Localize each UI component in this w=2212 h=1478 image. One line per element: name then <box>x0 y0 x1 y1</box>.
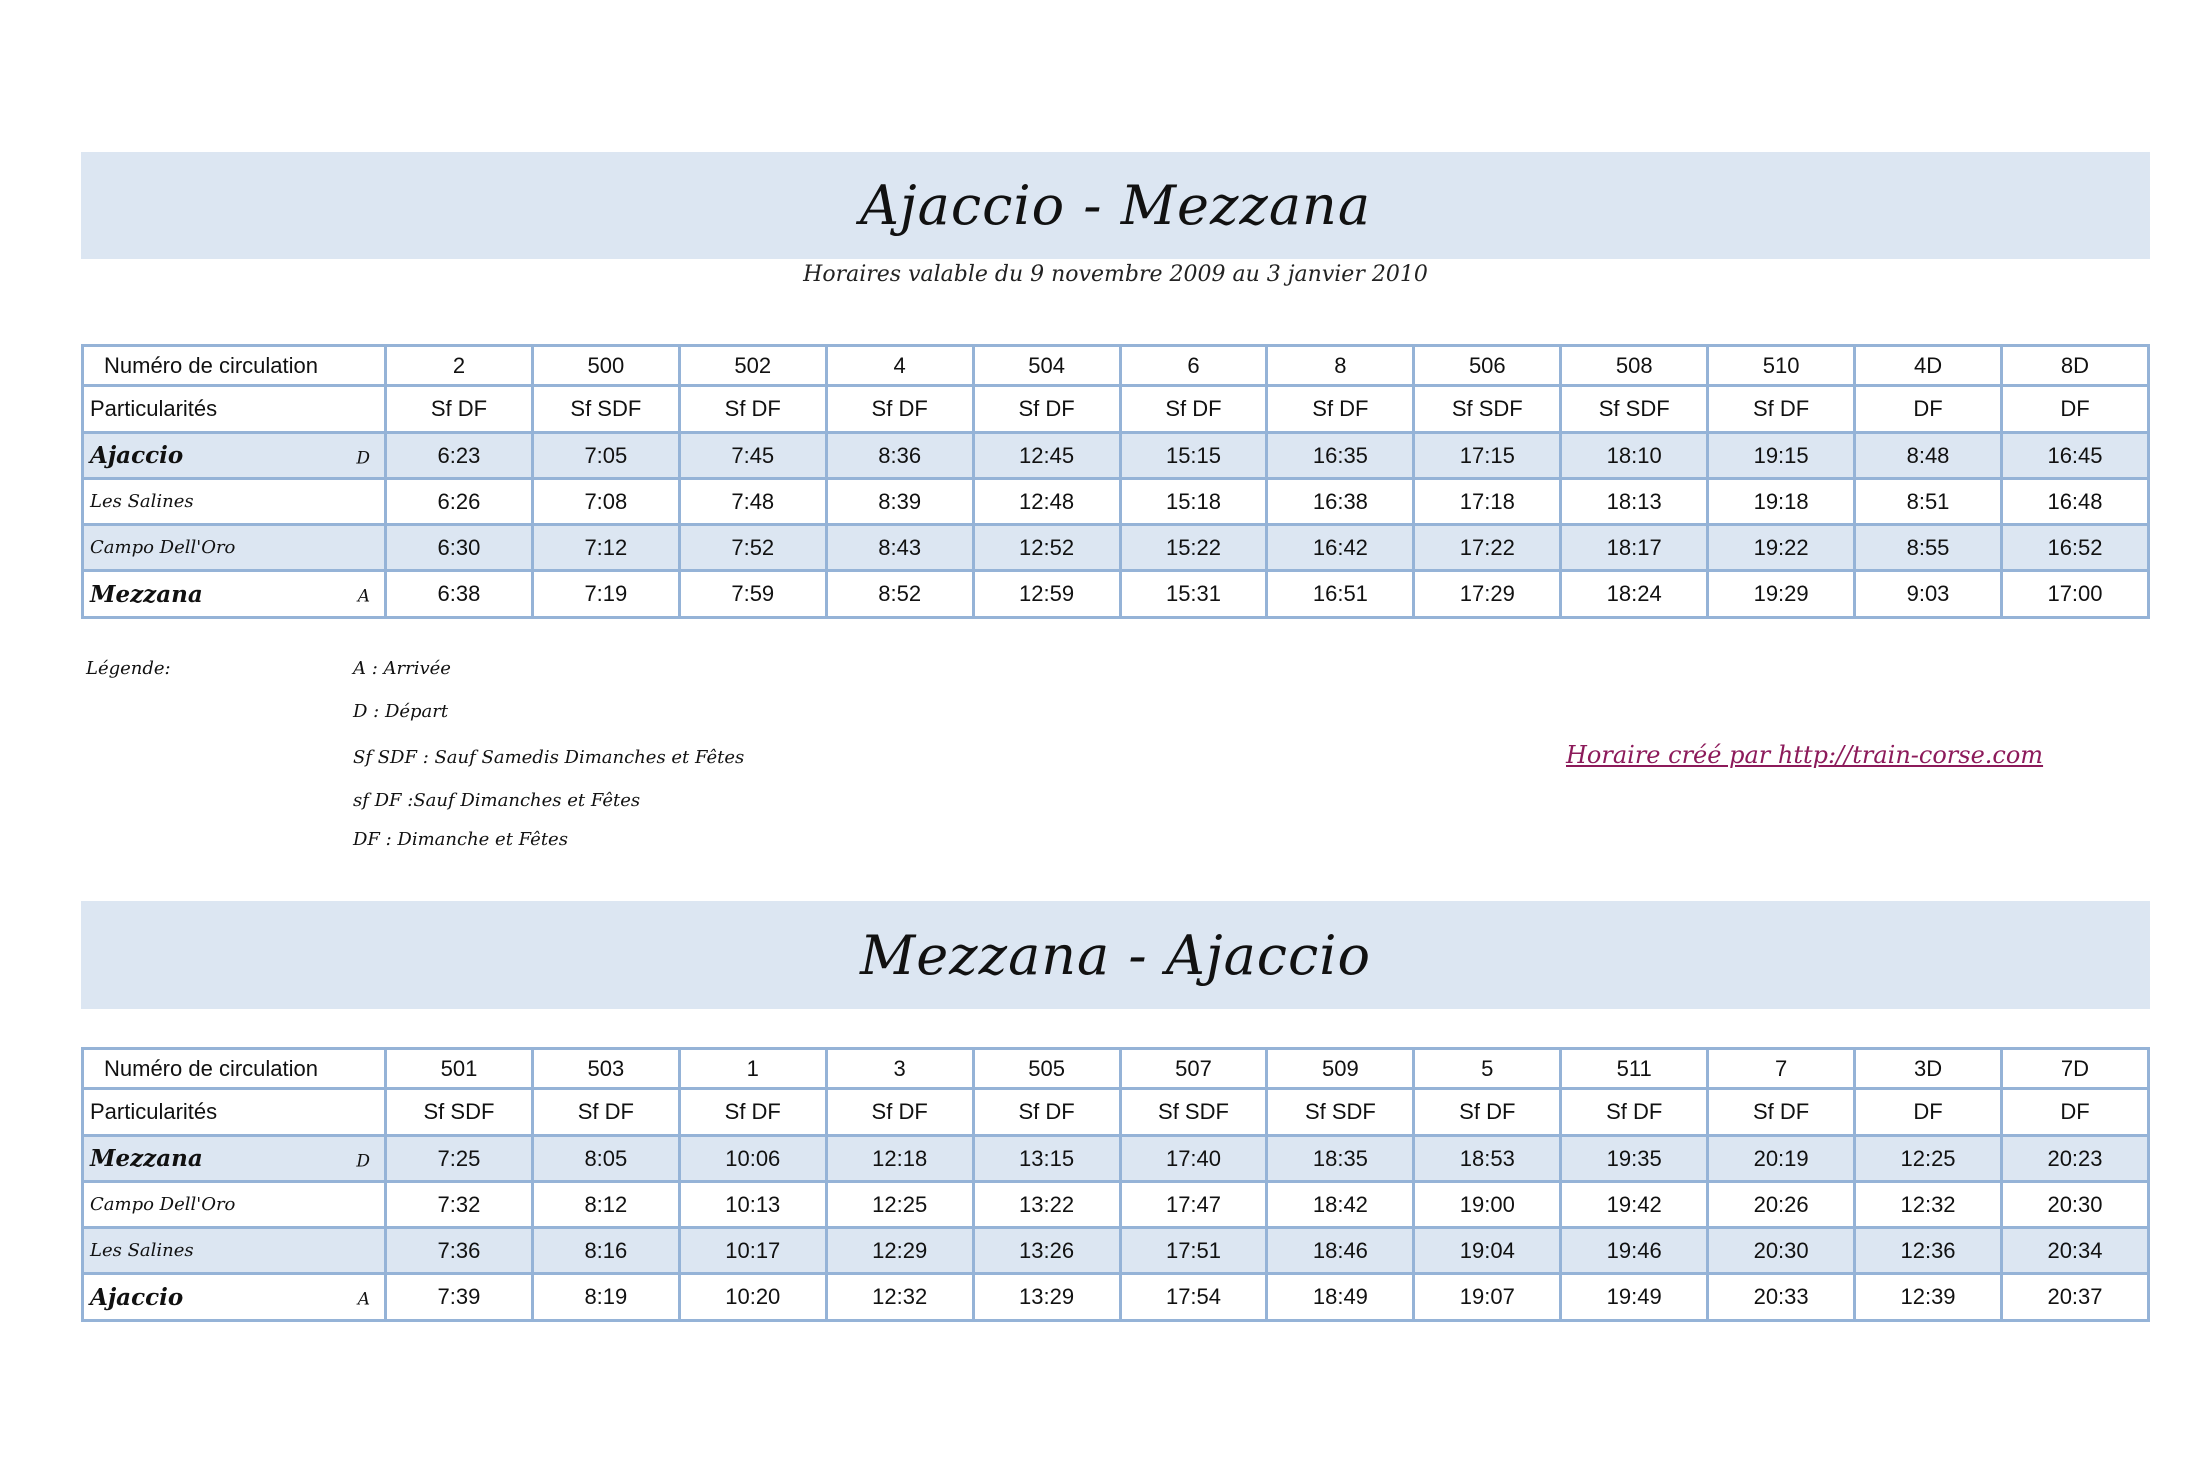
validity-subtitle: Horaires valable du 9 novembre 2009 au 3 janvier 2010 <box>803 262 1428 287</box>
particularite-cell: Sf DF <box>679 1089 826 1136</box>
header-row <box>83 346 2149 386</box>
time-cell: 7:12 <box>532 525 679 571</box>
station-name: Mezzana <box>90 1145 203 1172</box>
particularite-cell: Sf SDF <box>1414 386 1561 433</box>
particularite-cell: Sf SDF <box>532 386 679 433</box>
timetable-ajaccio-mezzana <box>81 344 2150 619</box>
header-row <box>83 1049 2149 1089</box>
time-cell: 18:46 <box>1267 1228 1414 1274</box>
station-cell <box>83 525 386 571</box>
particularite-cell: Sf DF <box>1120 386 1267 433</box>
time-cell: 13:29 <box>973 1274 1120 1321</box>
time-cell: 16:42 <box>1267 525 1414 571</box>
time-cell: 20:30 <box>1708 1228 1855 1274</box>
page-title: Ajaccio - Mezzana <box>859 174 1372 237</box>
time-cell: 18:42 <box>1267 1182 1414 1228</box>
time-cell: 10:06 <box>679 1136 826 1182</box>
station-name: Ajaccio <box>90 442 184 469</box>
time-cell: 8:43 <box>826 525 973 571</box>
train-number: 2 <box>386 346 533 386</box>
time-cell: 19:00 <box>1414 1182 1561 1228</box>
station-flag: A <box>357 1289 370 1310</box>
time-cell: 20:26 <box>1708 1182 1855 1228</box>
time-cell: 7:08 <box>532 479 679 525</box>
particularite-cell: Sf DF <box>826 1089 973 1136</box>
time-cell: 8:52 <box>826 571 973 618</box>
time-cell: 8:05 <box>532 1136 679 1182</box>
particularites-row <box>83 386 2149 433</box>
time-cell: 18:17 <box>1561 525 1708 571</box>
time-cell: 8:16 <box>532 1228 679 1274</box>
time-cell: 19:07 <box>1414 1274 1561 1321</box>
time-cell: 10:20 <box>679 1274 826 1321</box>
credit-link[interactable]: Horaire créé par http://train-corse.com <box>1566 741 2044 769</box>
time-cell: 18:13 <box>1561 479 1708 525</box>
train-number: 500 <box>532 346 679 386</box>
station-row <box>83 1228 2149 1274</box>
time-cell: 19:49 <box>1561 1274 1708 1321</box>
train-number: 501 <box>386 1049 533 1089</box>
train-number: 7D <box>2001 1049 2148 1089</box>
time-cell: 19:29 <box>1708 571 1855 618</box>
particularite-cell: Sf DF <box>679 386 826 433</box>
legend-title: Légende: <box>86 658 171 679</box>
station-cell <box>83 1136 386 1182</box>
time-cell: 16:52 <box>2001 525 2148 571</box>
time-cell: 12:32 <box>1855 1182 2002 1228</box>
time-cell: 8:19 <box>532 1274 679 1321</box>
station-name: Ajaccio <box>90 1283 184 1311</box>
time-cell: 16:48 <box>2001 479 2148 525</box>
time-cell: 7:25 <box>386 1136 533 1182</box>
time-cell: 8:39 <box>826 479 973 525</box>
legend-item: A : Arrivée <box>353 658 451 679</box>
station-row <box>83 1136 2149 1182</box>
station-cell <box>83 571 386 618</box>
train-number: 508 <box>1561 346 1708 386</box>
time-cell: 12:25 <box>826 1182 973 1228</box>
time-cell: 19:22 <box>1708 525 1855 571</box>
train-number: 5 <box>1414 1049 1561 1089</box>
time-cell: 16:51 <box>1267 571 1414 618</box>
time-cell: 19:18 <box>1708 479 1855 525</box>
particularites-label: Particularités <box>83 386 386 433</box>
train-number: 7 <box>1708 1049 1855 1089</box>
time-cell: 18:10 <box>1561 433 1708 479</box>
time-cell: 20:37 <box>2001 1274 2148 1321</box>
particularite-cell: DF <box>2001 1089 2148 1136</box>
time-cell: 15:22 <box>1120 525 1267 571</box>
train-number: 506 <box>1414 346 1561 386</box>
station-row <box>83 571 2149 618</box>
time-cell: 19:46 <box>1561 1228 1708 1274</box>
station-cell <box>83 1228 386 1274</box>
time-cell: 7:59 <box>679 571 826 618</box>
particularite-cell: Sf DF <box>1561 1089 1708 1136</box>
train-number: 509 <box>1267 1049 1414 1089</box>
time-cell: 10:17 <box>679 1228 826 1274</box>
time-cell: 6:38 <box>386 571 533 618</box>
station-cell <box>83 1182 386 1228</box>
header-label: Numéro de circulation <box>83 346 386 386</box>
particularite-cell: Sf DF <box>1708 386 1855 433</box>
time-cell: 8:12 <box>532 1182 679 1228</box>
time-cell: 6:23 <box>386 433 533 479</box>
station-name: Campo Dell'Oro <box>90 1194 236 1215</box>
particularite-cell: Sf SDF <box>1120 1089 1267 1136</box>
time-cell: 17:29 <box>1414 571 1561 618</box>
particularite-cell: Sf SDF <box>1561 386 1708 433</box>
time-cell: 18:35 <box>1267 1136 1414 1182</box>
time-cell: 7:39 <box>386 1274 533 1321</box>
time-cell: 7:36 <box>386 1228 533 1274</box>
time-cell: 15:31 <box>1120 571 1267 618</box>
time-cell: 13:26 <box>973 1228 1120 1274</box>
time-cell: 12:39 <box>1855 1274 2002 1321</box>
time-cell: 18:24 <box>1561 571 1708 618</box>
legend-item: Sf SDF : Sauf Samedis Dimanches et Fêtes <box>353 747 745 768</box>
time-cell: 13:15 <box>973 1136 1120 1182</box>
particularite-cell: DF <box>1855 1089 2002 1136</box>
particularite-cell: Sf DF <box>386 386 533 433</box>
particularite-cell: DF <box>1855 386 2002 433</box>
train-number: 511 <box>1561 1049 1708 1089</box>
section-title: Mezzana - Ajaccio <box>859 923 1372 987</box>
train-number: 510 <box>1708 346 1855 386</box>
time-cell: 12:48 <box>973 479 1120 525</box>
time-cell: 20:33 <box>1708 1274 1855 1321</box>
station-cell <box>83 1274 386 1321</box>
time-cell: 17:54 <box>1120 1274 1267 1321</box>
train-number: 504 <box>973 346 1120 386</box>
time-cell: 6:30 <box>386 525 533 571</box>
time-cell: 8:55 <box>1855 525 2002 571</box>
train-number: 502 <box>679 346 826 386</box>
time-cell: 8:51 <box>1855 479 2002 525</box>
time-cell: 7:05 <box>532 433 679 479</box>
particularite-cell: Sf DF <box>826 386 973 433</box>
time-cell: 12:18 <box>826 1136 973 1182</box>
station-flag: D <box>356 447 370 468</box>
time-cell: 16:35 <box>1267 433 1414 479</box>
station-name: Mezzana <box>90 580 203 608</box>
time-cell: 19:42 <box>1561 1182 1708 1228</box>
time-cell: 17:00 <box>2001 571 2148 618</box>
time-cell: 12:52 <box>973 525 1120 571</box>
train-number: 8 <box>1267 346 1414 386</box>
particularite-cell: Sf DF <box>1708 1089 1855 1136</box>
particularite-cell: Sf DF <box>1267 386 1414 433</box>
particularites-row <box>83 1089 2149 1136</box>
time-cell: 19:35 <box>1561 1136 1708 1182</box>
time-cell: 20:30 <box>2001 1182 2148 1228</box>
time-cell: 17:40 <box>1120 1136 1267 1182</box>
train-number: 503 <box>532 1049 679 1089</box>
time-cell: 12:32 <box>826 1274 973 1321</box>
time-cell: 8:36 <box>826 433 973 479</box>
time-cell: 12:36 <box>1855 1228 2002 1274</box>
station-row <box>83 433 2149 479</box>
time-cell: 7:48 <box>679 479 826 525</box>
particularite-cell: DF <box>2001 386 2148 433</box>
train-number: 8D <box>2001 346 2148 386</box>
station-row <box>83 479 2149 525</box>
time-cell: 12:59 <box>973 571 1120 618</box>
time-cell: 20:23 <box>2001 1136 2148 1182</box>
time-cell: 7:19 <box>532 571 679 618</box>
particularite-cell: Sf SDF <box>386 1089 533 1136</box>
title-band-ajaccio-mezzana <box>81 152 2150 259</box>
time-cell: 9:03 <box>1855 571 2002 618</box>
time-cell: 16:38 <box>1267 479 1414 525</box>
time-cell: 7:45 <box>679 433 826 479</box>
particularite-cell: Sf DF <box>973 1089 1120 1136</box>
time-cell: 12:29 <box>826 1228 973 1274</box>
time-cell: 17:51 <box>1120 1228 1267 1274</box>
time-cell: 20:34 <box>2001 1228 2148 1274</box>
time-cell: 17:47 <box>1120 1182 1267 1228</box>
train-number: 4D <box>1855 346 2002 386</box>
station-cell <box>83 479 386 525</box>
train-number: 507 <box>1120 1049 1267 1089</box>
station-name: Campo Dell'Oro <box>90 537 236 558</box>
legend-item: DF : Dimanche et Fêtes <box>353 829 568 850</box>
legend-item: D : Départ <box>353 701 449 722</box>
particularites-label: Particularités <box>83 1089 386 1136</box>
time-cell: 20:19 <box>1708 1136 1855 1182</box>
time-cell: 7:52 <box>679 525 826 571</box>
time-cell: 18:49 <box>1267 1274 1414 1321</box>
time-cell: 12:25 <box>1855 1136 2002 1182</box>
station-row <box>83 1182 2149 1228</box>
train-number: 1 <box>679 1049 826 1089</box>
time-cell: 16:45 <box>2001 433 2148 479</box>
time-cell: 10:13 <box>679 1182 826 1228</box>
time-cell: 6:26 <box>386 479 533 525</box>
station-flag: A <box>357 586 370 607</box>
title-band-mezzana-ajaccio <box>81 901 2150 1009</box>
station-row <box>83 525 2149 571</box>
timetable-mezzana-ajaccio <box>81 1047 2150 1322</box>
particularite-cell: Sf SDF <box>1267 1089 1414 1136</box>
header-label: Numéro de circulation <box>83 1049 386 1089</box>
time-cell: 8:48 <box>1855 433 2002 479</box>
legend-item: sf DF :Sauf Dimanches et Fêtes <box>353 790 641 811</box>
time-cell: 17:15 <box>1414 433 1561 479</box>
train-number: 3 <box>826 1049 973 1089</box>
station-name: Les Salines <box>90 491 194 512</box>
time-cell: 15:18 <box>1120 479 1267 525</box>
time-cell: 17:18 <box>1414 479 1561 525</box>
train-number: 4 <box>826 346 973 386</box>
time-cell: 18:53 <box>1414 1136 1561 1182</box>
particularite-cell: Sf DF <box>1414 1089 1561 1136</box>
train-number: 505 <box>973 1049 1120 1089</box>
station-row <box>83 1274 2149 1321</box>
station-cell <box>83 433 386 479</box>
station-flag: D <box>356 1150 370 1171</box>
time-cell: 19:15 <box>1708 433 1855 479</box>
particularite-cell: Sf DF <box>973 386 1120 433</box>
train-number: 3D <box>1855 1049 2002 1089</box>
station-name: Les Salines <box>90 1240 194 1261</box>
train-number: 6 <box>1120 346 1267 386</box>
time-cell: 13:22 <box>973 1182 1120 1228</box>
time-cell: 17:22 <box>1414 525 1561 571</box>
time-cell: 15:15 <box>1120 433 1267 479</box>
time-cell: 19:04 <box>1414 1228 1561 1274</box>
time-cell: 7:32 <box>386 1182 533 1228</box>
time-cell: 12:45 <box>973 433 1120 479</box>
particularite-cell: Sf DF <box>532 1089 679 1136</box>
